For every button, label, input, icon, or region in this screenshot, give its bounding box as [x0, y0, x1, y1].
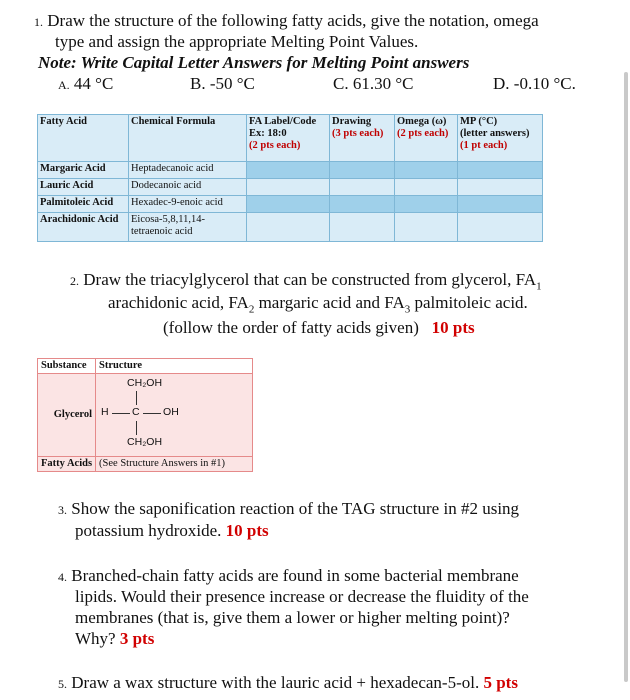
q5-line1: 5. Draw a wax structure with the lauric acid + hexadecan-5-ol. 5 pts [58, 673, 518, 692]
option-a: A. 44 °C [58, 74, 114, 93]
q5-number: 5. [58, 677, 67, 691]
answer-cell[interactable] [330, 162, 395, 179]
header-drawing: Drawing (3 pts each) [330, 115, 395, 162]
option-c: C. 61.30 °C [333, 74, 414, 93]
answer-cell[interactable] [247, 162, 330, 179]
q1-line1 [34, 10, 539, 33]
glycerol-structure: CH₂OH H C OH CH₂OH [101, 377, 179, 448]
answer-cell[interactable] [330, 196, 395, 213]
fatty-acids-note: (See Structure Answers in #1) [96, 457, 253, 472]
q1-text-line2: type and assign the appropriate Melting Point Values. [55, 32, 419, 51]
q4-points: 3 pts [119, 629, 155, 648]
q4-line3: membranes (that is, give them a lower or higher melting point)? [75, 608, 510, 627]
q1-note: Note: Write Capital Letter Answers for Melting Point answers [38, 53, 470, 72]
answer-cell[interactable] [247, 196, 330, 213]
q5-points: 5 pts [483, 673, 518, 692]
answer-cell[interactable] [395, 196, 458, 213]
glycerol-structure-cell [96, 374, 253, 457]
q3-number: 3. [58, 503, 67, 517]
glycerol-header-row [38, 359, 253, 374]
q4-number: 4. [58, 570, 67, 584]
answer-cell[interactable] [247, 213, 330, 242]
answer-cell[interactable] [330, 179, 395, 196]
option-b: B. -50 °C [190, 74, 255, 93]
header-mp: MP (°C) (letter answers) (1 pt each) [458, 115, 543, 162]
option-d: D. -0.10 °C. [493, 74, 576, 93]
q4-line1: 4. Branched-chain fatty acids are found in some bacterial membrane [58, 566, 519, 585]
fatty-acids-row [38, 457, 253, 472]
answer-cell[interactable] [458, 196, 543, 213]
header-fa-label: FA Label/Code Ex: 18:0 (2 pts each) [247, 115, 330, 162]
q2-line3: (follow the order of fatty acids given) 10 pts [163, 318, 475, 337]
header-omega: Omega (ω) (2 pts each) [395, 115, 458, 162]
q4-line4: Why? 3 pts [75, 629, 155, 648]
answer-cell[interactable] [395, 213, 458, 242]
fatty-acid-table [37, 114, 543, 242]
answer-cell[interactable] [395, 162, 458, 179]
answer-cell[interactable] [458, 213, 543, 242]
q3-line2: potassium hydroxide. 10 pts [75, 521, 269, 540]
q3-line1: 3. Show the saponification reaction of the TAG structure in #2 using [58, 499, 520, 518]
header-formula: Chemical Formula [129, 115, 247, 162]
q2-line2: arachidonic acid, $FA_2$ margaric acid and $FA_3$ palmitoleic acid. [108, 293, 528, 316]
header-substance: Substance [38, 359, 96, 374]
table-header-row [38, 115, 543, 162]
q2-number: 2. [70, 274, 79, 288]
scrollbar[interactable] [624, 72, 628, 682]
answer-cell[interactable] [330, 213, 395, 242]
glycerol-row [38, 374, 253, 457]
q2-line1: 2. Draw the triacylglycerol that can be constructed from glycerol, $FA_1$ [70, 270, 542, 293]
glycerol-label: Glycerol [38, 374, 96, 457]
header-fatty-acid: Fatty Acid [38, 115, 129, 162]
q3-points: 10 pts [225, 521, 269, 540]
answer-cell[interactable] [458, 162, 543, 179]
table-row: Margaric Acid Heptadecanoic acid [38, 162, 543, 179]
table-row: Palmitoleic Acid Hexadec-9-enoic acid [38, 196, 543, 213]
table-row: Lauric Acid Dodecanoic acid [38, 179, 543, 196]
table-row: Arachidonic Acid Eicosa-5,8,11,14-tetraenoic acid [38, 213, 543, 242]
q1-text-line1: Draw the structure of the following fatty acids, give the notation, omega [47, 11, 539, 30]
fatty-acids-label: Fatty Acids [38, 457, 96, 472]
glycerol-table [37, 358, 253, 472]
header-structure: Structure [96, 359, 253, 374]
q1-number: 1. [34, 15, 43, 29]
q2-points: 10 pts [431, 318, 475, 337]
answer-cell[interactable] [395, 179, 458, 196]
q4-line2: lipids. Would their presence increase or decrease the fluidity of the [75, 587, 529, 606]
answer-cell[interactable] [458, 179, 543, 196]
answer-cell[interactable] [247, 179, 330, 196]
